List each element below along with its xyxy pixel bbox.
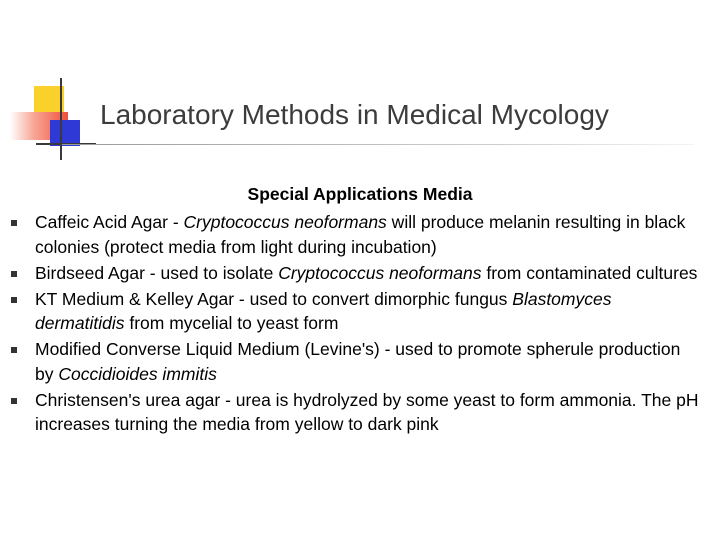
slide-subtitle: Special Applications Media (247, 184, 473, 204)
bullet-item: Christensen's urea agar - urea is hydrolyzed by some yeast to form ammonia. The pH increases turning the media from yellow to dark pink (0, 388, 700, 437)
square-bullet-icon (11, 220, 17, 226)
square-bullet-icon (11, 398, 17, 404)
slide-title: Laboratory Methods in Medical Mycology (100, 99, 609, 130)
bullet-item: Modified Converse Liquid Medium (Levine's) - used to promote spherule production by Coccidioides immitis (0, 337, 700, 386)
square-bullet-icon (11, 271, 17, 277)
bullet-item: Birdseed Agar - used to isolate Cryptococcus neoformans from contaminated cultures (0, 261, 700, 286)
vertical-line (60, 78, 62, 160)
square-bullet-icon (11, 347, 17, 353)
bullet-item: KT Medium & Kelley Agar - used to convert dimorphic fungus Blastomyces dermatitidis from mycelial to yeast form (0, 287, 700, 336)
bullet-item: Caffeic Acid Agar - Cryptococcus neoformans will produce melanin resulting in black colonies (protect media from light during incubation) (0, 210, 700, 259)
title-divider (62, 144, 694, 145)
bullet-list (0, 210, 700, 438)
square-bullet-icon (11, 297, 17, 303)
